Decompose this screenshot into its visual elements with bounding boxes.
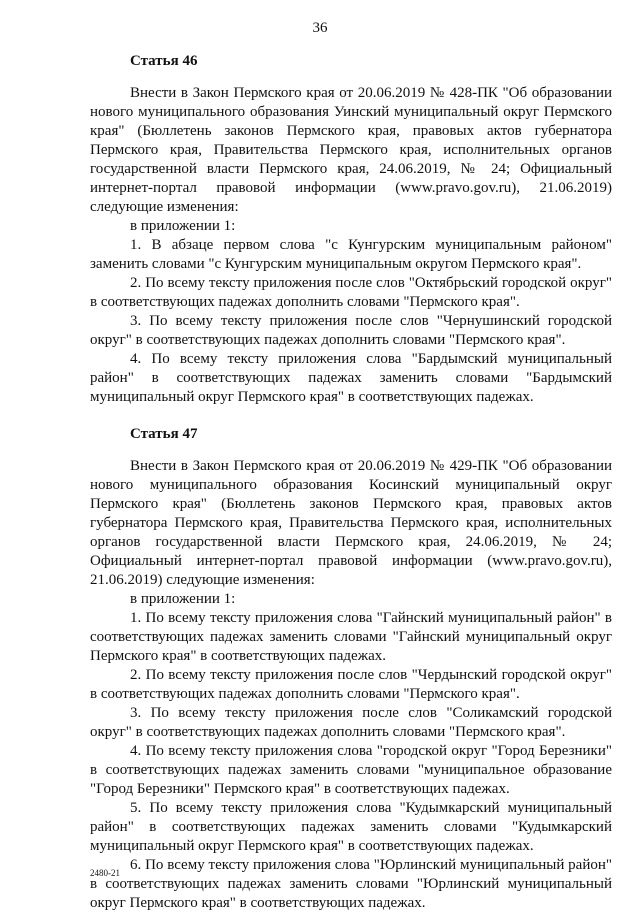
page-number: 36 xyxy=(312,20,328,36)
article-paragraph: 6. По всему тексту приложения слова "Юрлинский муниципальный район" в соответствующих падежах заменить словами "Юрлинский муниципальный округ Пермского края" в соответствующих падежах. xyxy=(90,857,612,911)
document-body xyxy=(90,52,612,913)
article-paragraph: 3. По всему тексту приложения после слов "Чернушинский городской округ" в соответствующих падежах дополнить словами "Пермского края". xyxy=(90,313,612,348)
article-paragraph: 4. По всему тексту приложения слова "Бардымский муниципальный район" в соответствующих падежах заменить словами "Бардымский муниципальный округ Пермского края" в соответствующих падежах. xyxy=(90,351,612,405)
article-paragraph: 2. По всему тексту приложения после слов "Чердынский городской округ" в соответствующих падежах дополнить словами "Пермского края". xyxy=(90,667,612,702)
article-paragraph: в приложении 1: xyxy=(130,218,236,234)
article-paragraph: Внести в Закон Пермского края от 20.06.2019 № 429-ПК "Об образовании нового муниципального образования Косинский муниципальный округ Пермского края" (Бюллетень законов Пермского края, правовых актов губернатора Пермского края, Правительства Пермского края, исполнительных органов государственной власти Пермского края, 24.06.2019, № 24; Официальный интернет-портал правовой информации (www.pravo.gov.ru), 21.06.2019) следующие изменения: xyxy=(90,458,612,588)
article-paragraph: 4. По всему тексту приложения слова "городской округ "Город Березники" в соответствующих падежах заменить словами "муниципальное образование "Город Березники" Пермского края" в соответствующих падежах. xyxy=(90,743,612,797)
article-paragraph: 3. По всему тексту приложения после слов "Соликамский городской округ" в соответствующих падежах дополнить словами "Пермского края". xyxy=(90,705,612,740)
article-paragraph: 2. По всему тексту приложения после слов "Октябрьский городской округ" в соответствующих падежах дополнить словами "Пермского края". xyxy=(90,275,612,310)
article-title: Статья 46 xyxy=(130,53,198,69)
article-title: Статья 47 xyxy=(130,426,198,442)
article-paragraph: 1. По всему тексту приложения слова "Гайнский муниципальный район" в соответствующих падежах заменить словами "Гайнский муниципальный округ Пермского края" в соответствующих падежах. xyxy=(90,610,612,664)
article-paragraph: 5. По всему тексту приложения слова "Кудымкарский муниципальный район" в соответствующих падежах заменить словами "Кудымкарский муниципальный округ Пермского края" в соответствующих падежах. xyxy=(90,800,612,854)
article-47 xyxy=(90,425,612,913)
article-paragraph: Внести в Закон Пермского края от 20.06.2019 № 428-ПК "Об образовании нового муниципального образования Уинский муниципальный округ Пермского края" (Бюллетень законов Пермского края, правовых актов губернатора Пермского края, Правительства Пермского края, исполнительных органов государственной власти Пермского края, 24.06.2019, № 24; Официальный интернет-портал правовой информации (www.pravo.gov.ru), 21.06.2019) следующие изменения: xyxy=(90,85,612,215)
article-paragraph: 1. В абзаце первом слова "с Кунгурским муниципальным районом" заменить словами "с Кунгурским муниципальным округом Пермского края". xyxy=(90,237,612,272)
article-paragraph: в приложении 1: xyxy=(130,591,236,607)
article-46 xyxy=(90,52,612,407)
document-code: 2480-21 xyxy=(90,868,120,878)
